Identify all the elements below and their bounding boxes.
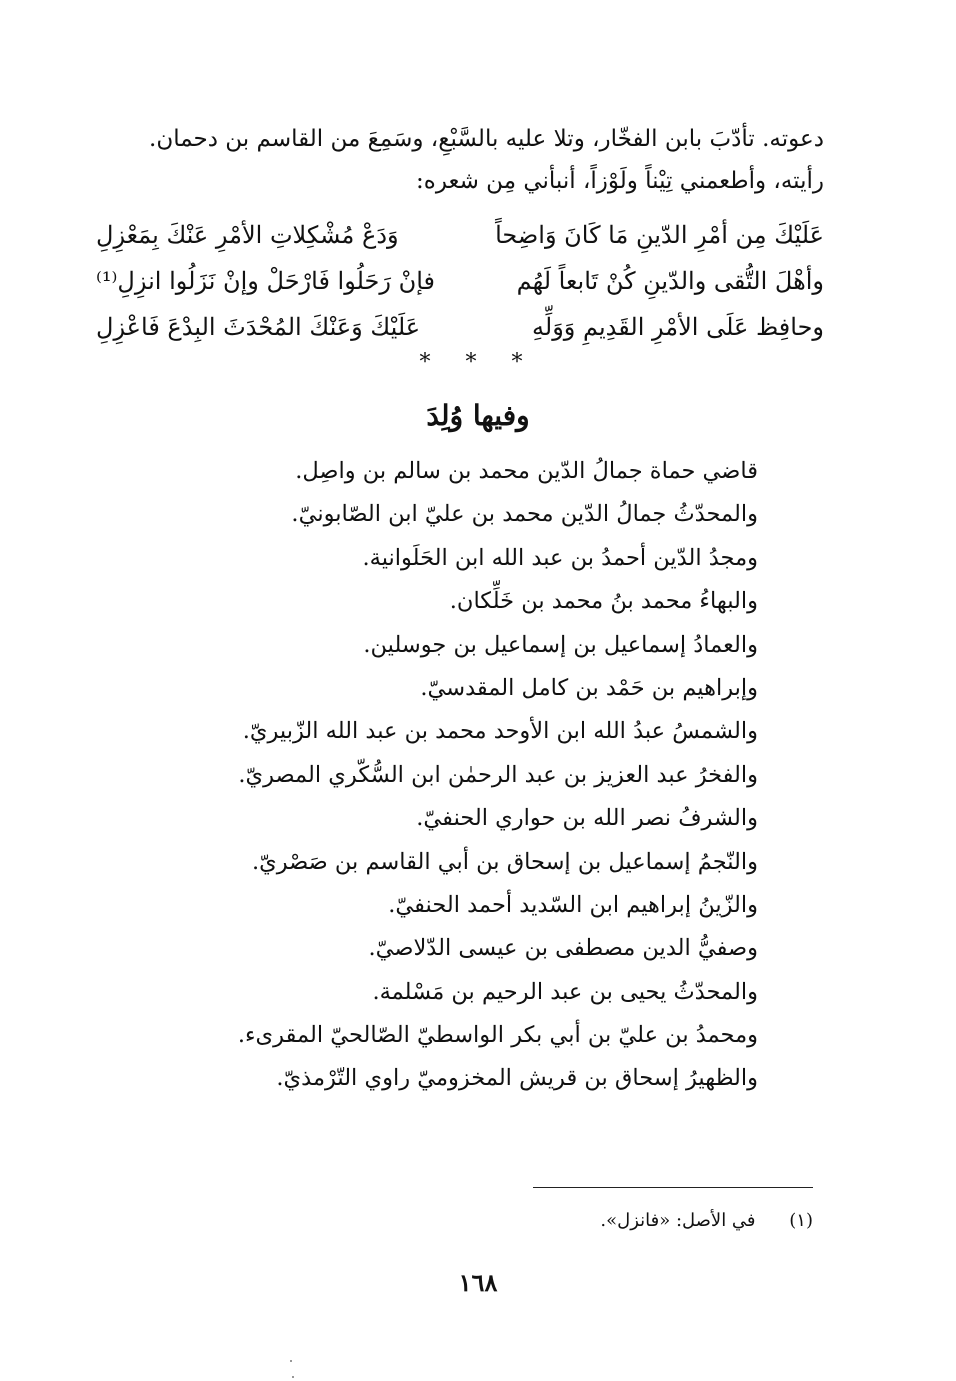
page-number: ١٦٨ (458, 1268, 498, 1297)
poem-verse (96, 258, 824, 304)
prose-line: رأيته، وأطعمني تِيْناً ولَوْزاً، أنبأني مِن شعره: (416, 168, 824, 194)
verse-second-hemistich: عَلَيْكَ وَعَنْكَ المُحْدَثَ البِدْعَ فَاعْزِلِ (96, 313, 421, 341)
list-item: والمحدّثُ يحيى بن عبد الرحيم بن مَسْلمة. (372, 978, 758, 1005)
prose-line: دعوته. تأدّبَ بابن الفخّار، وتلا عليه بالسَّبْعِ، وسَمِعَ من القاسم بن دحمان. (149, 126, 824, 152)
verse-second-hemistich: فإنْ رَحَلُوا فَارْحَلْ وإنْ نَزَلُوا انزِلِ⁽¹⁾ (96, 267, 436, 295)
list-item: والبهاءُ محمد بنُ محمد بن خَلِّكان. (449, 588, 758, 615)
footnote-number: (١) (789, 1210, 813, 1231)
list-item: والنّجمُ إسماعيل بن إسحاق بن أبي القاسم بن صَصْريّ. (251, 848, 758, 875)
verse-first-hemistich: وحافِظ عَلَى الأمْرِ القَدِيمِ وَوَلِّهِ (532, 313, 824, 341)
scan-speck (292, 1376, 294, 1378)
births-list (198, 450, 758, 1101)
list-item: ومحمدُ بن عليّ بن أبي بكر الواسطيّ الصّالحيّ المقرىء. (237, 1022, 758, 1049)
footnote-text: في الأصل: «فانزل». (600, 1210, 756, 1231)
scan-speck (290, 1360, 292, 1362)
list-item: وصفيُّ الدين مصطفى بن عيسى الدّلاصيّ. (368, 935, 758, 962)
verse-second-hemistich: وَدَعْ مُشْكِلاتِ الأمْرِ عَنْكَ بِمَعْزِلِ (96, 221, 399, 249)
list-item: والزّينُ إبراهيم ابن السّديد أحمد الحنفيّ. (388, 891, 758, 918)
list-item: وإبراهيم بن حَمْد بن كامل المقدسيّ. (420, 674, 758, 701)
list-item: والمحدّثُ جمالُ الدّين محمد بن عليّ ابن الصّابونيّ. (291, 501, 758, 528)
list-item: والعمادُ إسماعيل بن إسماعيل بن جوسلين. (363, 631, 758, 658)
poem-verse (96, 212, 824, 258)
poem (96, 212, 824, 350)
list-item: والشرفُ نصر الله بن حواري الحنفيّ. (416, 805, 758, 832)
verse-first-hemistich: عَلَيْكَ مِن أمْرِ الدّينِ مَا كَانَ وَاضِحاً (495, 221, 824, 249)
poem-verse (96, 304, 824, 350)
list-item: ومجدُ الدّين أحمدُ بن عبد الله ابن الحَلَوانية. (362, 544, 758, 571)
prose-paragraph (104, 118, 824, 202)
list-item: والشمسُ عبدُ الله ابن الأوحد محمد بن عبد الله الزّبيريّ. (242, 718, 758, 745)
footnote-divider (533, 1187, 813, 1188)
footnote (600, 1204, 813, 1238)
list-item: قاضي حماة جمالُ الدّين محمد بن سالم بن واصِل. (295, 458, 758, 484)
section-heading: وفيها وُلِدَ (426, 399, 530, 432)
verse-first-hemistich: وأهْلَ التُّقى والدّينِ كُنْ تَابعاً لَهُم (516, 267, 824, 295)
list-item: والظهيرُ إسحاق بن قريش المخزوميّ راوي التّرْمذيّ. (276, 1065, 758, 1092)
section-separator: * * * (419, 350, 537, 375)
list-item: والفخرُ عبد العزيز بن عبد الرحمٰن ابن السُّكّري المصريّ. (238, 761, 758, 788)
